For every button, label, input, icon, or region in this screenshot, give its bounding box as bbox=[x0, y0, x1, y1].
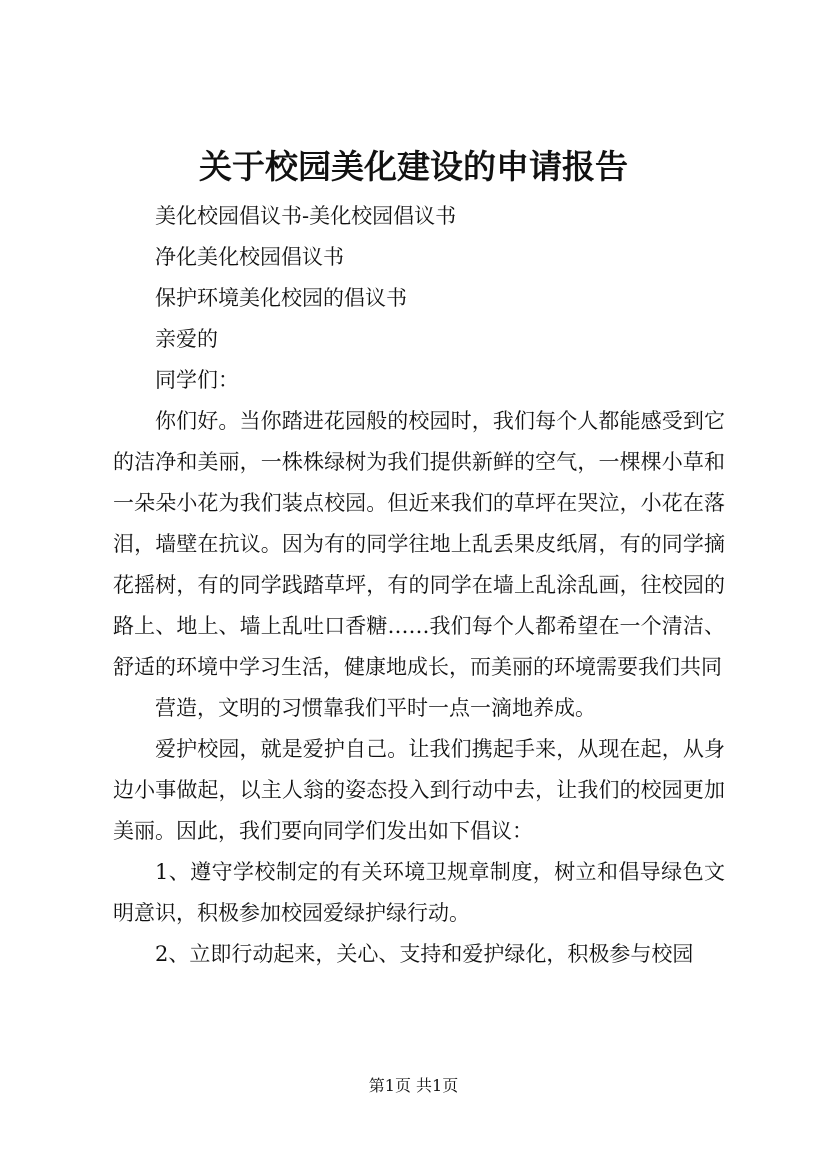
document-body bbox=[113, 196, 725, 975]
paragraph: 2、立即行动起来，关心、支持和爱护绿化，积极参与校园 bbox=[155, 942, 694, 966]
salutation: 亲爱的 bbox=[155, 327, 218, 351]
document-title: 关于校园美化建设的申请报告 bbox=[199, 147, 628, 186]
paragraph: 你们好。当你踏进花园般的校园时，我们每个人都能感受到它的洁净和美丽，一株株绿树为我们提供新鲜的空气，一棵棵小草和一朵朵小花为我们装点校园。但近来我们的草坪在哭泣，小花在落泪，墙壁在抗议。因为有的同学往地上乱丢果皮纸屑，有的同学摘花摇树，有的同学践踏草坪，有的同学在墙上乱涂乱画，往校园的路上、地上、墙上乱吐口香糖……我们每个人都希望在一个清洁、舒适的环境中学习生活，健康地成长，而美丽的环境需要我们共同 bbox=[113, 409, 725, 679]
salutation: 同学们： bbox=[155, 368, 239, 392]
text-line: 净化美化校园倡议书 bbox=[155, 245, 344, 269]
paragraph: 爱护校园，就是爱护自己。让我们携起手来，从现在起，从身边小事做起，以主人翁的姿态投入到行动中去，让我们的校园更加美丽。因此，我们要向同学们发出如下倡议： bbox=[113, 737, 725, 843]
paragraph: 营造，文明的习惯靠我们平时一点一滴地养成。 bbox=[155, 696, 596, 720]
text-line: 美化校园倡议书-美化校园倡议书 bbox=[155, 204, 457, 228]
page-footer: 第1页 共1页 bbox=[368, 1076, 459, 1095]
paragraph: 1、遵守学校制定的有关环境卫规章制度，树立和倡导绿色文明意识，积极参加校园爱绿护绿行动。 bbox=[113, 860, 725, 925]
text-line: 保护环境美化校园的倡议书 bbox=[155, 286, 407, 310]
